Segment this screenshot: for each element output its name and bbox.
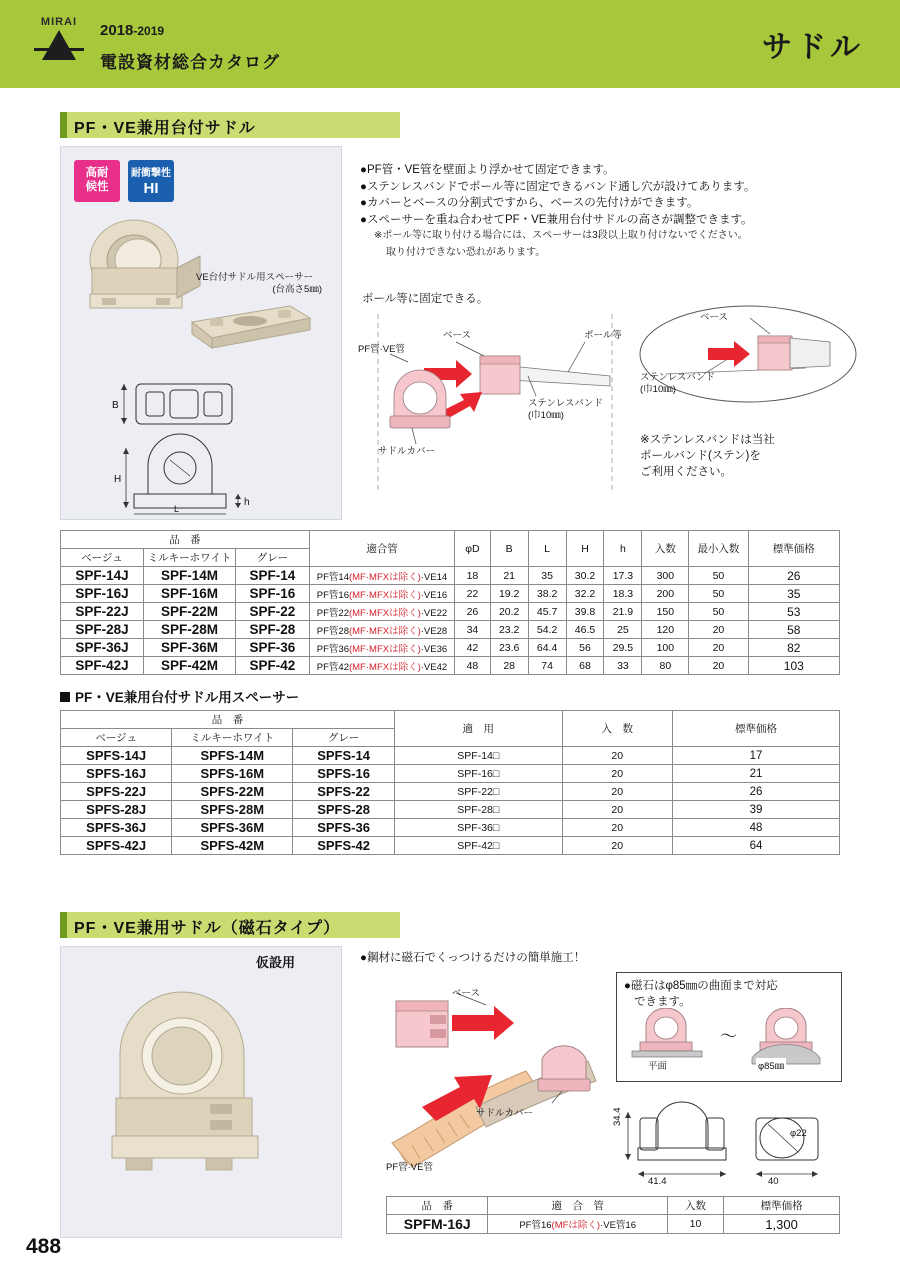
fig1-label-band-line1: ステンレスバンド [528,398,603,409]
t3-h-model: 品 番 [387,1197,488,1215]
detail-bubble-figure [630,300,880,440]
t2-h-use: 適 用 [395,711,563,747]
cell-minqty: 20 [689,639,748,657]
cell-qty: 200 [642,585,689,603]
fig2-note-line3: ご利用ください。 [640,466,732,478]
t1-h-hh: h [604,531,642,567]
cell-beige: SPF-16J [61,585,144,603]
cell-price: 103 [748,657,839,675]
cell-use: SPF-36□ [395,819,563,837]
badge-impact-line1: 耐衝撃性 [131,168,171,179]
svg-text:B: B [112,400,119,411]
page-title: サドル [762,31,864,64]
fig1-label-base: ベース [443,330,472,341]
cell-h: 56 [566,639,604,657]
cell-beige: SPFS-36J [61,819,172,837]
table-row [61,765,840,783]
dim-label-circle: φ22 [790,1128,807,1139]
cell-pipe: PF管36(MF·MFXは除く)·VE36 [309,639,454,657]
section1-bullet-3: ●スペーサーを重ね合わせてPF・VE兼用台付サドルの高さが調整できます。 [360,213,753,226]
cell-pipe: PF管16(MFは除く)·VE管16 [488,1215,667,1234]
cell-hh: 25 [604,621,642,639]
spacer-illustration [186,300,316,356]
cell-qty: 20 [562,783,672,801]
table-row [61,585,840,603]
t1-h-d: φD [455,531,491,567]
fig1-label-cover: サドルカバー [378,446,436,457]
t2-h-price: 標準価格 [672,711,839,747]
section2-accent [60,912,67,938]
cell-beige: SPFS-16J [61,765,172,783]
section1-bullets [360,162,880,261]
cell-pipe: PF管14(MF·MFXは除く)·VE14 [309,567,454,585]
table-row [61,621,840,639]
cell-white: SPFS-42M [172,837,293,855]
t2-group-header: 品 番 [61,711,395,729]
cell-model: SPFM-16J [387,1215,488,1234]
cell-beige: SPFS-14J [61,747,172,765]
t3-h-price: 標準価格 [724,1197,840,1215]
cell-beige: SPF-14J [61,567,144,585]
cell-price: 17 [672,747,839,765]
fig2-note-line2: ポールバンド(ステン)を [640,450,761,462]
cell-b: 23.6 [490,639,528,657]
fig2-label-band-line1: ステンレスバンド [640,372,715,383]
fig2-note-line1: ※ステンレスバンドは当社 [640,434,775,446]
section1-bullet-2: ●カバーとベースの分割式ですから、ベースの先付けができます。 [360,197,699,209]
cell-gray: SPF-14 [236,567,310,585]
cell-h: 39.8 [566,603,604,621]
cell-price: 26 [748,567,839,585]
cell-l: 38.2 [528,585,566,603]
cell-d: 18 [455,567,491,585]
fig1-label-pole: ポール等 [584,330,622,341]
svg-text:H: H [114,474,122,485]
cell-white: SPF-16M [143,585,235,603]
section2-bullet-0: ●鋼材に磁石でくっつけるだけの簡単施工！ [360,952,586,964]
catalog-year-sub: 2019 [137,24,165,38]
table-row [61,603,840,621]
t1-h-beige: ベージュ [61,549,144,567]
cell-white: SPF-28M [143,621,235,639]
t3-h-pipe: 適 合 管 [488,1197,667,1215]
t1-h-white: ミルキーホワイト [143,549,235,567]
section1-bullet-0: ●PF管・VE管を壁面より浮かせて固定できます。 [360,164,615,176]
section1-note-2: 取り付けできない恐れがあります。 [386,246,546,258]
cell-price: 48 [672,819,839,837]
dimension-drawing-top [100,372,260,438]
badge-impact-line2: HI [143,180,159,197]
spec-table-2 [60,710,840,855]
cell-l: 74 [528,657,566,675]
cell-qty: 20 [562,819,672,837]
catalog-name: 電設資材総合カタログ [100,53,280,72]
cell-b: 19.2 [490,585,528,603]
section1-accent [60,112,67,138]
t1-h-gray: グレー [236,549,310,567]
cell-use: SPF-42□ [395,837,563,855]
cell-pipe: PF管28(MF·MFXは除く)·VE28 [309,621,454,639]
fig1-label-band [528,398,603,422]
cell-qty: 10 [667,1215,723,1234]
fig1-label-pipe: PF管·VE管 [358,344,405,355]
cell-beige: SPF-42J [61,657,144,675]
cell-price: 58 [748,621,839,639]
t1-h-l: L [528,531,566,567]
cell-gray: SPFS-42 [293,837,395,855]
brand-block [28,10,408,78]
table-row [61,567,840,585]
catalog-year [100,22,164,39]
fig1-label-band-line2: (巾10㎜) [528,410,564,421]
cell-use: SPF-14□ [395,747,563,765]
cell-minqty: 50 [689,567,748,585]
t3-h-qty: 入数 [667,1197,723,1215]
cell-gray: SPF-36 [236,639,310,657]
cell-gray: SPF-16 [236,585,310,603]
section2-heading-label: PF・VE兼用サドル（磁石タイプ） [74,920,341,937]
cell-d: 22 [455,585,491,603]
cell-price: 53 [748,603,839,621]
fig3-label-base: ベース [452,988,481,999]
cell-d: 26 [455,603,491,621]
cell-qty: 100 [642,639,689,657]
cell-gray: SPFS-16 [293,765,395,783]
magnet-note-line1: ●磁石はφ85㎜の曲面まで対応 [624,980,778,992]
subheading-square-icon [60,692,70,702]
cell-hh: 29.5 [604,639,642,657]
subheading-spacer-label: PF・VE兼用台付サドル用スペーサー [75,690,300,705]
t2-h-qty: 入 数 [562,711,672,747]
fig2-label-band-line2: (巾10㎜) [640,384,676,395]
spec-table-1-body [61,567,840,675]
spacer-photo-caption-line1: VE台付サドル用スペーサー [196,272,314,283]
magnet-installation-figure [356,975,616,1175]
catalog-year-main: 2018 [100,22,134,39]
t1-h-b: B [490,531,528,567]
t1-h-pipe: 適合管 [309,531,454,567]
cell-qty: 20 [562,765,672,783]
cell-qty: 80 [642,657,689,675]
magnet-note-text [624,978,778,1010]
spacer-photo-caption [196,272,336,296]
table-row [61,747,840,765]
cell-l: 35 [528,567,566,585]
t2-h-gray: グレー [293,729,395,747]
t2-h-white: ミルキーホワイト [172,729,293,747]
section1-heading [60,112,400,138]
section2-bullets [360,950,585,967]
svg-text:h: h [244,497,250,508]
fig2-note [640,432,775,480]
cell-qty: 120 [642,621,689,639]
catalog-year-sep: - [133,24,138,38]
cell-d: 48 [455,657,491,675]
cell-use: SPF-28□ [395,801,563,819]
cell-l: 45.7 [528,603,566,621]
cell-gray: SPFS-14 [293,747,395,765]
cell-b: 28 [490,657,528,675]
table-row [61,801,840,819]
badge-weather-resistance [74,160,120,202]
cell-white: SPF-14M [143,567,235,585]
cell-white: SPFS-14M [172,747,293,765]
cell-h: 32.2 [566,585,604,603]
cell-beige: SPFS-42J [61,837,172,855]
cell-pipe: PF管42(MF·MFXは除く)·VE42 [309,657,454,675]
cell-white: SPFS-22M [172,783,293,801]
magnet-note-line2: できます。 [634,996,691,1008]
magnet-label-flat: 平面 [646,1058,669,1072]
cell-minqty: 20 [689,621,748,639]
cell-price: 35 [748,585,839,603]
section2-heading [60,912,400,938]
dim-label-width: 41.4 [648,1176,667,1187]
cell-price: 1,300 [724,1215,840,1234]
table-row [61,837,840,855]
cell-l: 54.2 [528,621,566,639]
cell-beige: SPFS-22J [61,783,172,801]
cell-gray: SPFS-22 [293,783,395,801]
cell-qty: 20 [562,837,672,855]
cell-l: 64.4 [528,639,566,657]
t1-h-h: H [566,531,604,567]
section2-photo-caption: 仮設用 [256,955,296,970]
fig1-title: ポール等に固定できる。 [362,293,489,305]
cell-use: SPF-16□ [395,765,563,783]
badge-weather-line2: 候性 [85,181,109,193]
magnet-saddle-illustration [86,980,296,1195]
spec-table-2-body [61,747,840,855]
section1-heading-label: PF・VE兼用台付サドル [74,120,256,137]
cell-use: SPF-22□ [395,783,563,801]
cell-white: SPF-42M [143,657,235,675]
cell-h: 46.5 [566,621,604,639]
cell-pipe: PF管16(MF·MFXは除く)·VE16 [309,585,454,603]
cell-h: 68 [566,657,604,675]
cell-beige: SPF-28J [61,621,144,639]
cell-price: 39 [672,801,839,819]
t1-h-minqty: 最小入数 [689,531,748,567]
cell-minqty: 50 [689,603,748,621]
cell-b: 20.2 [490,603,528,621]
badge-weather-line1: 高耐 [85,167,109,179]
t1-h-qty: 入数 [642,531,689,567]
cell-white: SPF-36M [143,639,235,657]
cell-qty: 300 [642,567,689,585]
cell-beige: SPFS-28J [61,801,172,819]
t2-h-beige: ベージュ [61,729,172,747]
t1-h-price: 標準価格 [748,531,839,567]
cell-pipe: PF管22(MF·MFXは除く)·VE22 [309,603,454,621]
dim-label-height: 34.4 [612,1107,623,1126]
badge-impact-resistance [128,160,174,202]
logo-triangle-icon [42,30,76,60]
page-number: 488 [26,1235,62,1258]
table-row [61,783,840,801]
cell-gray: SPFS-36 [293,819,395,837]
cell-white: SPFS-16M [172,765,293,783]
subheading-spacer [60,686,299,706]
cell-gray: SPF-28 [236,621,310,639]
cell-gray: SPFS-28 [293,801,395,819]
cell-beige: SPF-36J [61,639,144,657]
cell-hh: 18.3 [604,585,642,603]
table-row [61,639,840,657]
spec-table-3-body [387,1215,840,1234]
fig3-label-pipe: PF管·VE管 [386,1162,433,1173]
page-header [0,0,900,88]
cell-white: SPFS-28M [172,801,293,819]
logo-text: MIRAI [40,16,78,28]
cell-hh: 33 [604,657,642,675]
cell-b: 23.2 [490,621,528,639]
dimension-drawing-front [100,432,270,518]
cell-gray: SPF-42 [236,657,310,675]
t1-group-header: 品 番 [61,531,310,549]
mirai-logo-icon [28,16,90,72]
spacer-photo-caption-line2: (台高さ5㎜) [272,284,322,295]
magnet-label-curve: φ85㎜ [756,1058,786,1072]
svg-text:L: L [174,504,180,514]
cell-price: 82 [748,639,839,657]
table-row [61,657,840,675]
cell-white: SPF-22M [143,603,235,621]
cell-gray: SPF-22 [236,603,310,621]
fig2-label-base: ベース [700,312,729,323]
fig2-label-band [640,372,715,396]
cell-price: 26 [672,783,839,801]
section1-note-1: ※ポール等に取り付ける場合には、スペーサーは3段以上取り付けないでください。 [374,230,748,241]
cell-minqty: 50 [689,585,748,603]
cell-hh: 21.9 [604,603,642,621]
cell-h: 30.2 [566,567,604,585]
spec-table-3 [386,1196,840,1234]
cell-qty: 20 [562,801,672,819]
cell-qty: 150 [642,603,689,621]
spec-table-1 [60,530,840,675]
cell-b: 21 [490,567,528,585]
dim-label-depth: 40 [768,1176,779,1187]
cell-beige: SPF-22J [61,603,144,621]
cell-price: 21 [672,765,839,783]
cell-qty: 20 [562,747,672,765]
cell-d: 34 [455,621,491,639]
cell-d: 42 [455,639,491,657]
cell-white: SPFS-36M [172,819,293,837]
table-row [61,819,840,837]
fig3-label-cover: サドルカバー [476,1108,534,1119]
cell-minqty: 20 [689,657,748,675]
svg-text:～: ～ [720,1027,737,1046]
section1-bullet-1: ●ステンレスバンドでポール等に固定できるバンド通し穴が設けてあります。 [360,180,756,193]
table-row [387,1215,840,1234]
cell-price: 64 [672,837,839,855]
logo-bar-icon [34,48,84,51]
cell-hh: 17.3 [604,567,642,585]
